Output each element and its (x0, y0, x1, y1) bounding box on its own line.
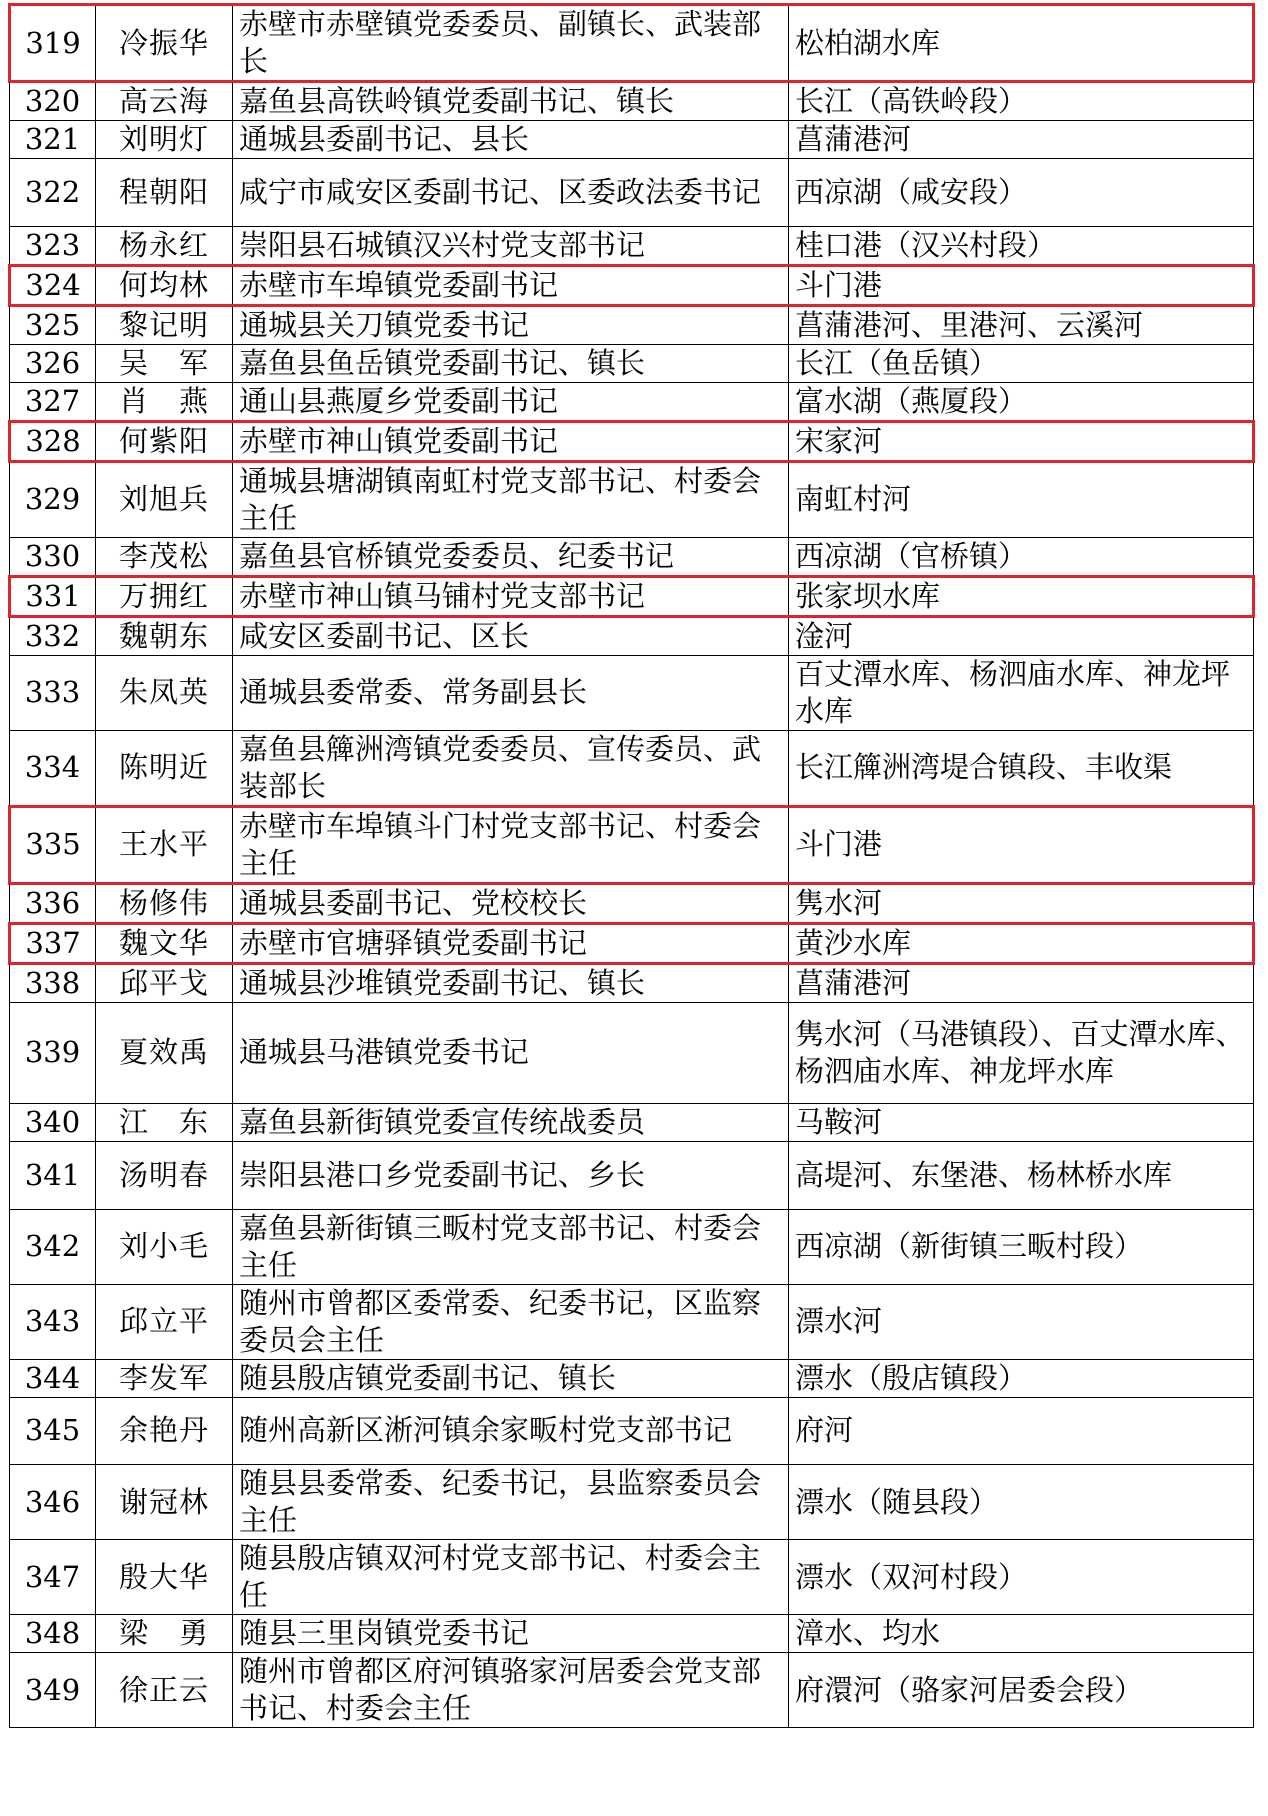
table-row (10, 963, 1254, 1002)
person-name: 魏朝东 (96, 616, 233, 655)
position-cell: 随县三里岗镇党委书记 (233, 1615, 789, 1653)
position-cell: 通城县关刀镇党委书记 (233, 305, 789, 344)
river-cell: 百丈潭水库、杨泗庙水库、神龙坪水库 (789, 655, 1254, 730)
row-number: 347 (10, 1540, 96, 1615)
person-name: 魏文华 (96, 923, 233, 963)
river-cell: 松柏湖水库 (789, 5, 1254, 82)
position-cell: 嘉鱼县新街镇三畈村党支部书记、村委会主任 (233, 1209, 789, 1284)
table-row (10, 883, 1254, 923)
position-cell: 嘉鱼县簰洲湾镇党委委员、宣传委员、武装部长 (233, 730, 789, 806)
row-number: 343 (10, 1284, 96, 1359)
river-cell: 南虹村河 (789, 461, 1254, 537)
person-name: 程朝阳 (96, 159, 233, 227)
person-name: 夏效禹 (96, 1002, 233, 1104)
table-row (10, 421, 1254, 461)
person-name: 邱立平 (96, 1284, 233, 1359)
river-cell: 隽水河 (789, 883, 1254, 923)
table-row (10, 382, 1254, 421)
position-cell: 通城县委常委、常务副县长 (233, 655, 789, 730)
position-cell: 通城县塘湖镇南虹村党支部书记、村委会主任 (233, 461, 789, 537)
person-name: 何均林 (96, 265, 233, 305)
river-cell: 府澴河（骆家河居委会段） (789, 1653, 1254, 1728)
position-cell: 随州高新区淅河镇余家畈村党支部书记 (233, 1397, 789, 1465)
position-cell: 嘉鱼县高铁岭镇党委副书记、镇长 (233, 82, 789, 121)
river-cell: 黄沙水库 (789, 923, 1254, 963)
river-cell: 斗门港 (789, 265, 1254, 305)
table-row (10, 1615, 1254, 1653)
person-name: 余艳丹 (96, 1397, 233, 1465)
table-row (10, 1359, 1254, 1397)
row-number: 338 (10, 963, 96, 1002)
row-number: 322 (10, 159, 96, 227)
river-cell: 菖蒲港河 (789, 121, 1254, 159)
river-cell: 宋家河 (789, 421, 1254, 461)
river-cell: 富水湖（燕厦段） (789, 382, 1254, 421)
person-name: 吴 军 (96, 344, 233, 382)
river-cell: 漂水（随县段） (789, 1465, 1254, 1540)
row-number: 349 (10, 1653, 96, 1728)
position-cell: 崇阳县石城镇汉兴村党支部书记 (233, 226, 789, 265)
river-cell: 漂水河 (789, 1284, 1254, 1359)
river-cell: 长江（高铁岭段） (789, 82, 1254, 121)
river-cell: 菖蒲港河 (789, 963, 1254, 1002)
position-cell: 随州市曾都区府河镇骆家河居委会党支部书记、村委会主任 (233, 1653, 789, 1728)
row-number: 324 (10, 265, 96, 305)
row-number: 326 (10, 344, 96, 382)
person-name: 殷大华 (96, 1540, 233, 1615)
row-number: 342 (10, 1209, 96, 1284)
row-number: 339 (10, 1002, 96, 1104)
position-cell: 赤壁市车埠镇党委副书记 (233, 265, 789, 305)
table-row (10, 1284, 1254, 1359)
person-name: 谢冠林 (96, 1465, 233, 1540)
table-row (10, 923, 1254, 963)
person-name: 徐正云 (96, 1653, 233, 1728)
river-cell: 淦河 (789, 616, 1254, 655)
river-chief-table (8, 3, 1255, 1728)
river-cell: 菖蒲港河、里港河、云溪河 (789, 305, 1254, 344)
table-row (10, 1142, 1254, 1210)
person-name: 汤明春 (96, 1142, 233, 1210)
position-cell: 嘉鱼县官桥镇党委委员、纪委书记 (233, 537, 789, 576)
person-name: 李茂松 (96, 537, 233, 576)
person-name: 江 东 (96, 1104, 233, 1142)
person-name: 邱平戈 (96, 963, 233, 1002)
row-number: 332 (10, 616, 96, 655)
row-number: 330 (10, 537, 96, 576)
row-number: 340 (10, 1104, 96, 1142)
position-cell: 赤壁市赤壁镇党委委员、副镇长、武装部长 (233, 5, 789, 82)
person-name: 王水平 (96, 806, 233, 883)
position-cell: 咸安区委副书记、区长 (233, 616, 789, 655)
table-row (10, 537, 1254, 576)
person-name: 刘小毛 (96, 1209, 233, 1284)
position-cell: 通城县马港镇党委书记 (233, 1002, 789, 1104)
position-cell: 通城县委副书记、党校校长 (233, 883, 789, 923)
position-cell: 赤壁市车埠镇斗门村党支部书记、村委会主任 (233, 806, 789, 883)
row-number: 319 (10, 5, 96, 82)
row-number: 331 (10, 576, 96, 616)
table-row (10, 1397, 1254, 1465)
person-name: 高云海 (96, 82, 233, 121)
table-row (10, 1540, 1254, 1615)
river-cell: 西凉湖（咸安段） (789, 159, 1254, 227)
position-cell: 赤壁市官塘驿镇党委副书记 (233, 923, 789, 963)
person-name: 冷振华 (96, 5, 233, 82)
person-name: 李发军 (96, 1359, 233, 1397)
person-name: 万拥红 (96, 576, 233, 616)
table-row (10, 576, 1254, 616)
row-number: 323 (10, 226, 96, 265)
river-cell: 漂水（双河村段） (789, 1540, 1254, 1615)
row-number: 333 (10, 655, 96, 730)
table-row (10, 1002, 1254, 1104)
person-name: 梁 勇 (96, 1615, 233, 1653)
table-row (10, 1465, 1254, 1540)
table-body (10, 5, 1254, 1728)
person-name: 何紫阳 (96, 421, 233, 461)
row-number: 334 (10, 730, 96, 806)
table-row (10, 806, 1254, 883)
person-name: 黎记明 (96, 305, 233, 344)
row-number: 344 (10, 1359, 96, 1397)
river-cell: 长江（鱼岳镇） (789, 344, 1254, 382)
row-number: 325 (10, 305, 96, 344)
row-number: 341 (10, 1142, 96, 1210)
table-row (10, 655, 1254, 730)
river-cell: 桂口港（汉兴村段） (789, 226, 1254, 265)
position-cell: 随县殷店镇党委副书记、镇长 (233, 1359, 789, 1397)
row-number: 346 (10, 1465, 96, 1540)
person-name: 杨修伟 (96, 883, 233, 923)
row-number: 320 (10, 82, 96, 121)
row-number: 328 (10, 421, 96, 461)
row-number: 335 (10, 806, 96, 883)
river-cell: 马鞍河 (789, 1104, 1254, 1142)
river-cell: 西凉湖（新街镇三畈村段） (789, 1209, 1254, 1284)
river-cell: 高堤河、东堡港、杨林桥水库 (789, 1142, 1254, 1210)
row-number: 337 (10, 923, 96, 963)
person-name: 朱凤英 (96, 655, 233, 730)
table-row (10, 461, 1254, 537)
table-row (10, 121, 1254, 159)
river-cell: 张家坝水库 (789, 576, 1254, 616)
table-row (10, 1104, 1254, 1142)
row-number: 321 (10, 121, 96, 159)
table-row (10, 226, 1254, 265)
table-row (10, 265, 1254, 305)
river-cell: 隽水河（马港镇段）、百丈潭水库、杨泗庙水库、神龙坪水库 (789, 1002, 1254, 1104)
person-name: 刘旭兵 (96, 461, 233, 537)
table-row (10, 616, 1254, 655)
position-cell: 嘉鱼县新街镇党委宣传统战委员 (233, 1104, 789, 1142)
position-cell: 咸宁市咸安区委副书记、区委政法委书记 (233, 159, 789, 227)
table-row (10, 730, 1254, 806)
row-number: 345 (10, 1397, 96, 1465)
position-cell: 随县县委常委、纪委书记，县监察委员会主任 (233, 1465, 789, 1540)
row-number: 336 (10, 883, 96, 923)
row-number: 348 (10, 1615, 96, 1653)
river-cell: 斗门港 (789, 806, 1254, 883)
position-cell: 通城县委副书记、县长 (233, 121, 789, 159)
table-row (10, 344, 1254, 382)
table-row (10, 5, 1254, 82)
person-name: 肖 燕 (96, 382, 233, 421)
row-number: 329 (10, 461, 96, 537)
river-cell: 西凉湖（官桥镇） (789, 537, 1254, 576)
person-name: 陈明近 (96, 730, 233, 806)
position-cell: 崇阳县港口乡党委副书记、乡长 (233, 1142, 789, 1210)
position-cell: 随州市曾都区委常委、纪委书记，区监察委员会主任 (233, 1284, 789, 1359)
river-cell: 漳水、均水 (789, 1615, 1254, 1653)
position-cell: 赤壁市神山镇党委副书记 (233, 421, 789, 461)
position-cell: 随县殷店镇双河村党支部书记、村委会主任 (233, 1540, 789, 1615)
table-row (10, 305, 1254, 344)
table-row (10, 82, 1254, 121)
person-name: 刘明灯 (96, 121, 233, 159)
row-number: 327 (10, 382, 96, 421)
table-row (10, 159, 1254, 227)
river-cell: 长江簰洲湾堤合镇段、丰收渠 (789, 730, 1254, 806)
river-cell: 府河 (789, 1397, 1254, 1465)
river-cell: 漂水（殷店镇段） (789, 1359, 1254, 1397)
position-cell: 赤壁市神山镇马铺村党支部书记 (233, 576, 789, 616)
person-name: 杨永红 (96, 226, 233, 265)
table-row (10, 1209, 1254, 1284)
position-cell: 通山县燕厦乡党委副书记 (233, 382, 789, 421)
position-cell: 嘉鱼县鱼岳镇党委副书记、镇长 (233, 344, 789, 382)
position-cell: 通城县沙堆镇党委副书记、镇长 (233, 963, 789, 1002)
table-row (10, 1653, 1254, 1728)
